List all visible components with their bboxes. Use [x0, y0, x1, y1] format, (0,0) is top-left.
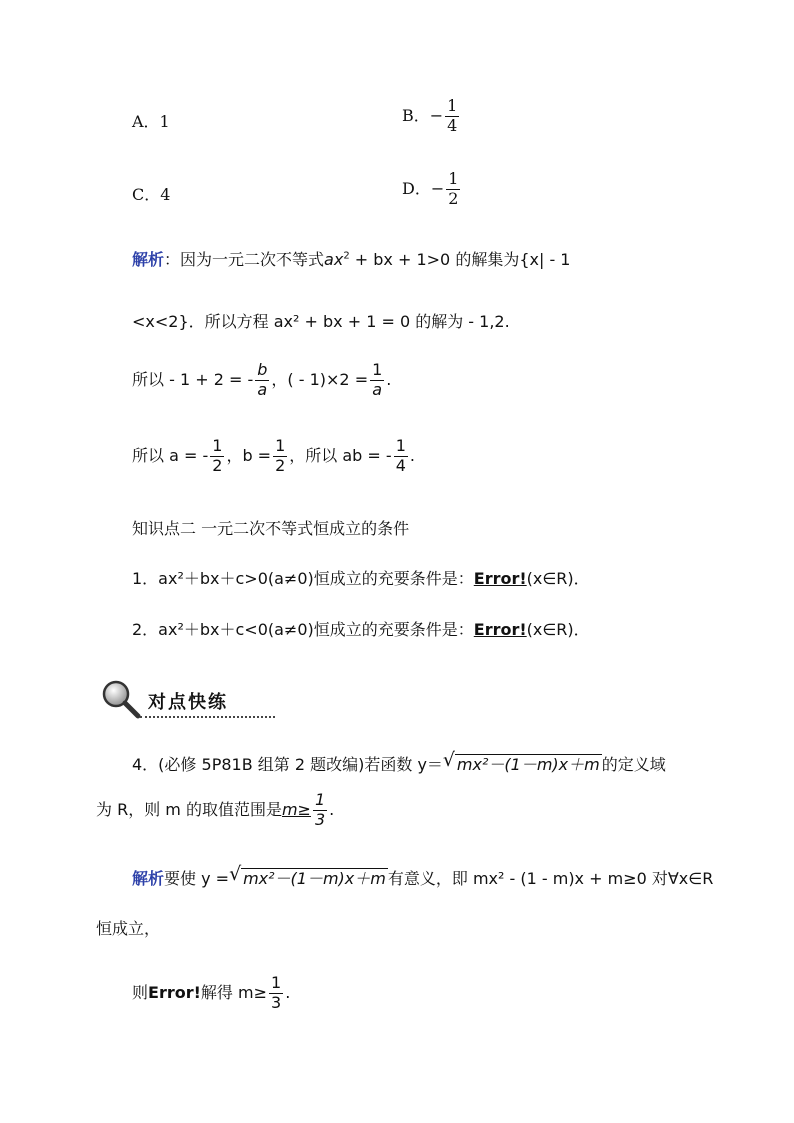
fraction: $\frac{1}{3}$: [314, 790, 326, 829]
fraction: $\frac{1}{2}$: [212, 436, 223, 475]
answer-label: 解析: [132, 869, 165, 888]
solution-line-2: <x<2}．所以方程 ax² + bx + 1 = 0 的解为 - 1,2.: [132, 312, 510, 331]
fraction: $\frac{1}{4}$: [395, 436, 406, 475]
solution-line-1: 解析：因为一元二次不等式$ax^2$ + bx + 1>0 的解集为{x| - 1: [132, 250, 571, 269]
question-4-line-2: 为 R，则 m 的取值范围是m≥ $\frac{1}{3}$ .: [96, 790, 335, 829]
section-title: 对点快练: [148, 692, 228, 713]
fraction: $\frac{1}{4}$: [447, 96, 458, 135]
knowledge-item-1: 1．ax²＋bx＋c>0(a≠0)恒成立的充要条件是：Error!(x∈R)．: [132, 569, 590, 588]
section-underline: [140, 716, 275, 718]
answer-line-2: 恒成立，: [96, 919, 161, 938]
option-c: C．4: [132, 185, 171, 204]
sqrt-expression: √ mx²－(1－m)x＋m: [443, 752, 602, 775]
option-d: D．− $\frac{1}{2}$: [402, 169, 459, 208]
fraction: $\frac{1}{2}$: [448, 169, 459, 208]
solution-line-3: 所以 - 1 + 2 = - $\frac{b}{a}$ ，( - 1)×2 = $\frac{1}{a}$ .: [132, 360, 392, 399]
section-banner: [100, 678, 275, 720]
answer-underline: m≥ $\frac{1}{3}$: [281, 790, 326, 829]
magnifier-icon: [100, 678, 144, 722]
fraction: $\frac{b}{a}$: [257, 360, 268, 399]
solution-line-4: 所以 a = - $\frac{1}{2}$ ，b = $\frac{1}{2}$ ，所以 ab = - $\frac{1}{4}$ .: [132, 436, 415, 475]
option-b: B．− $\frac{1}{4}$: [402, 96, 458, 135]
knowledge-heading: 知识点二 一元二次不等式恒成立的条件: [132, 519, 410, 538]
fraction: $\frac{1}{2}$: [275, 436, 286, 475]
error-field: Error!: [148, 982, 201, 1002]
answer-line-1: 解析要使 y =√ mx²－(1－m)x＋m 有意义，即 mx² - (1 - m)x + m≥0 对∀x∈R: [132, 866, 713, 889]
knowledge-item-2: 2．ax²＋bx＋c<0(a≠0)恒成立的充要条件是：Error!(x∈R)．: [132, 620, 590, 639]
solution-label: 解析: [132, 250, 165, 269]
fraction: $\frac{1}{a}$: [372, 360, 383, 399]
question-4-line-1: 4．(必修 5P81B 组第 2 题改编)若函数 y＝√ mx²－(1－m)x＋m 的定义域: [132, 752, 666, 775]
answer-line-3: 则Error!解得 m≥ $\frac{1}{3}$ .: [132, 973, 291, 1012]
error-field: Error!: [473, 620, 527, 639]
sqrt-expression: √ mx²－(1－m)x＋m: [229, 866, 388, 889]
error-field: Error!: [473, 569, 527, 588]
option-a: A．1: [132, 112, 170, 131]
fraction: $\frac{1}{3}$: [271, 973, 282, 1012]
